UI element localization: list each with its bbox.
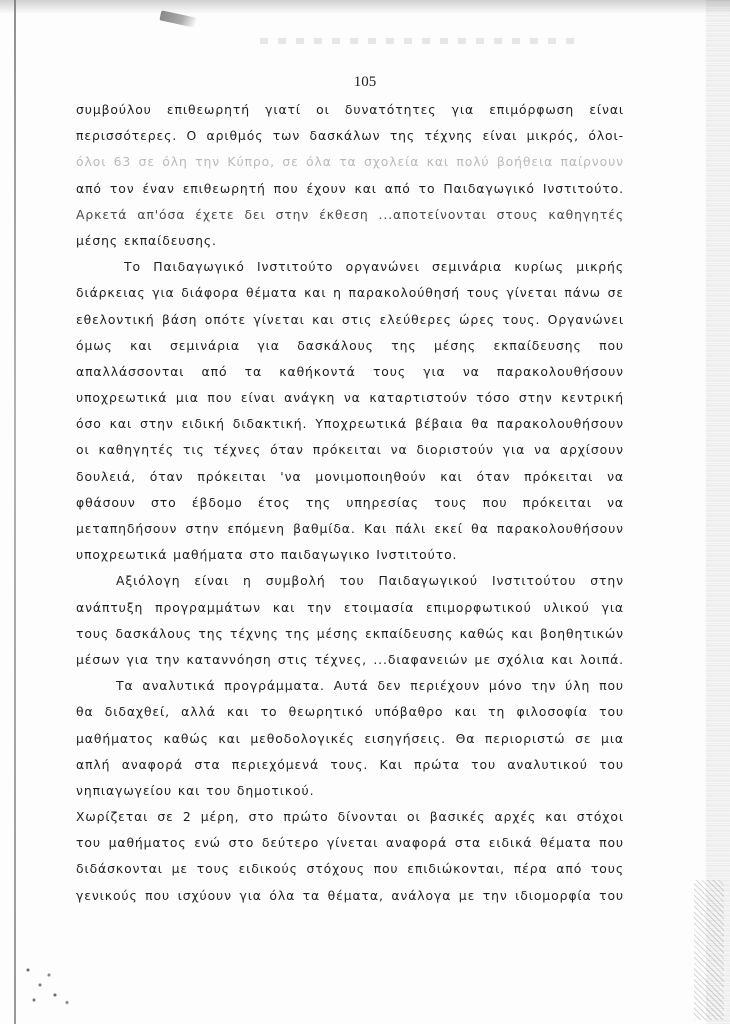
body-text bbox=[76, 97, 624, 909]
text-line: μεταπηδήσουν στην επόμενη βαθμίδα. Και πάλι εκεί θα παρακολουθήσουν bbox=[76, 521, 624, 536]
text-line: θα διδαχθεί, αλλά και το θεωρητικό υπόβαθρο και τη φιλοσοφία του bbox=[76, 704, 624, 720]
text-line: συμβούλου επιθεωρητή γιατί οι δυνατότητες για επιμόρφωση είναι bbox=[76, 102, 624, 117]
text-line: φθάσουν στο έβδομο έτος της υπηρεσίας τους που πρόκειται να bbox=[76, 494, 624, 510]
text-line: απαλλάσσονται από τα καθήκοντά τους για να παρακολουθήσουν bbox=[76, 363, 624, 379]
text-line: εθελοντική βάση οπότε γίνεται και στις ελεύθερες ώρες τους. Οργανώνει bbox=[76, 311, 624, 327]
scan-shadow-top bbox=[0, 0, 730, 14]
text-line: υποχρεωτικά μια που είναι ανάγκη να καταρτιστούν τόσο στην κεντρική bbox=[76, 390, 624, 406]
scan-speckles-bottom-right bbox=[694, 880, 724, 1020]
text-line: μέσης εκπαίδευσης. bbox=[76, 232, 217, 248]
text-line: περισσότερες. Ο αριθμός των δασκάλων της τέχνης είναι μικρός, όλοι- bbox=[76, 128, 624, 144]
text-line: γενικούς που ισχύουν για όλα τα θέματα, ανάλογα με την ιδιομορφία του bbox=[76, 887, 624, 903]
text-line: μέσων για την καταννόηση στις τέχνες, ...διαφανειών με σχόλια και λοιπά. bbox=[76, 651, 624, 667]
scan-speckles-bottom-left bbox=[22, 960, 82, 1010]
text-line: Αρκετά απ'όσα έχετε δει στην έκθεση ...αποτείνονται στους καθηγητές bbox=[76, 206, 624, 222]
scan-edge-left bbox=[14, 0, 16, 1024]
text-line: διδάσκονται με τους ειδικούς στόχους που επιδιώκονται, πέρα από τους bbox=[76, 861, 624, 877]
text-line: υποχρεωτικά μαθήματα στο παιδαγωγικο Ινστιτούτο. bbox=[76, 547, 458, 563]
text-line: δουλειά, όταν πρόκειται 'να μονιμοποιηθούν και όταν πρόκειται να bbox=[76, 468, 624, 484]
text-line: νηπιαγωγείου και του δημοτικού. bbox=[76, 782, 315, 798]
text-line: όσο και στην ειδική διδακτική. Υποχρεωτικά βέβαια θα παρακολουθήσουν bbox=[76, 416, 624, 432]
paragraph-start-line: Τα αναλυτικά προγράμματα. Αυτά δεν περιέχουν μόνο την ύλη που bbox=[116, 678, 624, 694]
scan-edge-right bbox=[706, 0, 730, 1024]
paragraph-start-line: Χωρίζεται σε 2 μέρη, στο πρώτο δίνονται οι βασικές αρχές και στόχοι bbox=[76, 809, 624, 825]
text-line: μαθήματος καθώς και μεθοδολογικές εισηγήσεις. Θα περιοριστώ σε μια bbox=[76, 730, 624, 746]
text-line: απλή αναφορά στα περιεχόμενά τους. Και πρώτα του αναλυτικού του bbox=[76, 756, 624, 772]
text-line: τους δασκάλους της τέχνης της μέσης εκπαίδευσης καθώς και βοηθητικών bbox=[76, 625, 624, 641]
text-line: από τον έναν επιθεωρητή που έχουν και από το Παιδαγωγικό Ινστιτούτο. bbox=[76, 180, 624, 196]
paragraph-start-line: Το Παιδαγωγικό Ινστιτούτο οργανώνει σεμινάρια κυρίως μικρής bbox=[124, 259, 624, 275]
text-line: διάρκειας για διάφορα θέματα και η παρακολούθησή τους γίνεται πάνω σε bbox=[76, 285, 624, 301]
text-line: του μαθήματος ενώ στο δεύτερο γίνεται αναφορά στα ειδικά θέματα που bbox=[76, 835, 624, 851]
page-number: 105 bbox=[353, 74, 377, 90]
text-line: οι καθηγητές τις τέχνες όταν πρόκειται να διοριστούν για να αρχίσουν bbox=[76, 442, 624, 458]
text-line: όμως και σεμινάρια για δασκάλους της μέσης εκπαίδευσης που bbox=[76, 337, 624, 353]
text-line-faint: όλοι 63 σε όλη την Κύπρο, σε όλα τα σχολεία και πολύ βοήθεια παίρνουν bbox=[76, 154, 624, 170]
paragraph-start-line: Αξιόλογη είναι η συμβολή του Παιδαγωγικού Ινστιτούτου στην bbox=[116, 573, 624, 589]
scan-noise-top bbox=[260, 38, 580, 44]
text-line: ανάπτυξη προγραμμάτων και την ετοιμασία επιμορφωτικού υλικού για bbox=[76, 599, 624, 615]
